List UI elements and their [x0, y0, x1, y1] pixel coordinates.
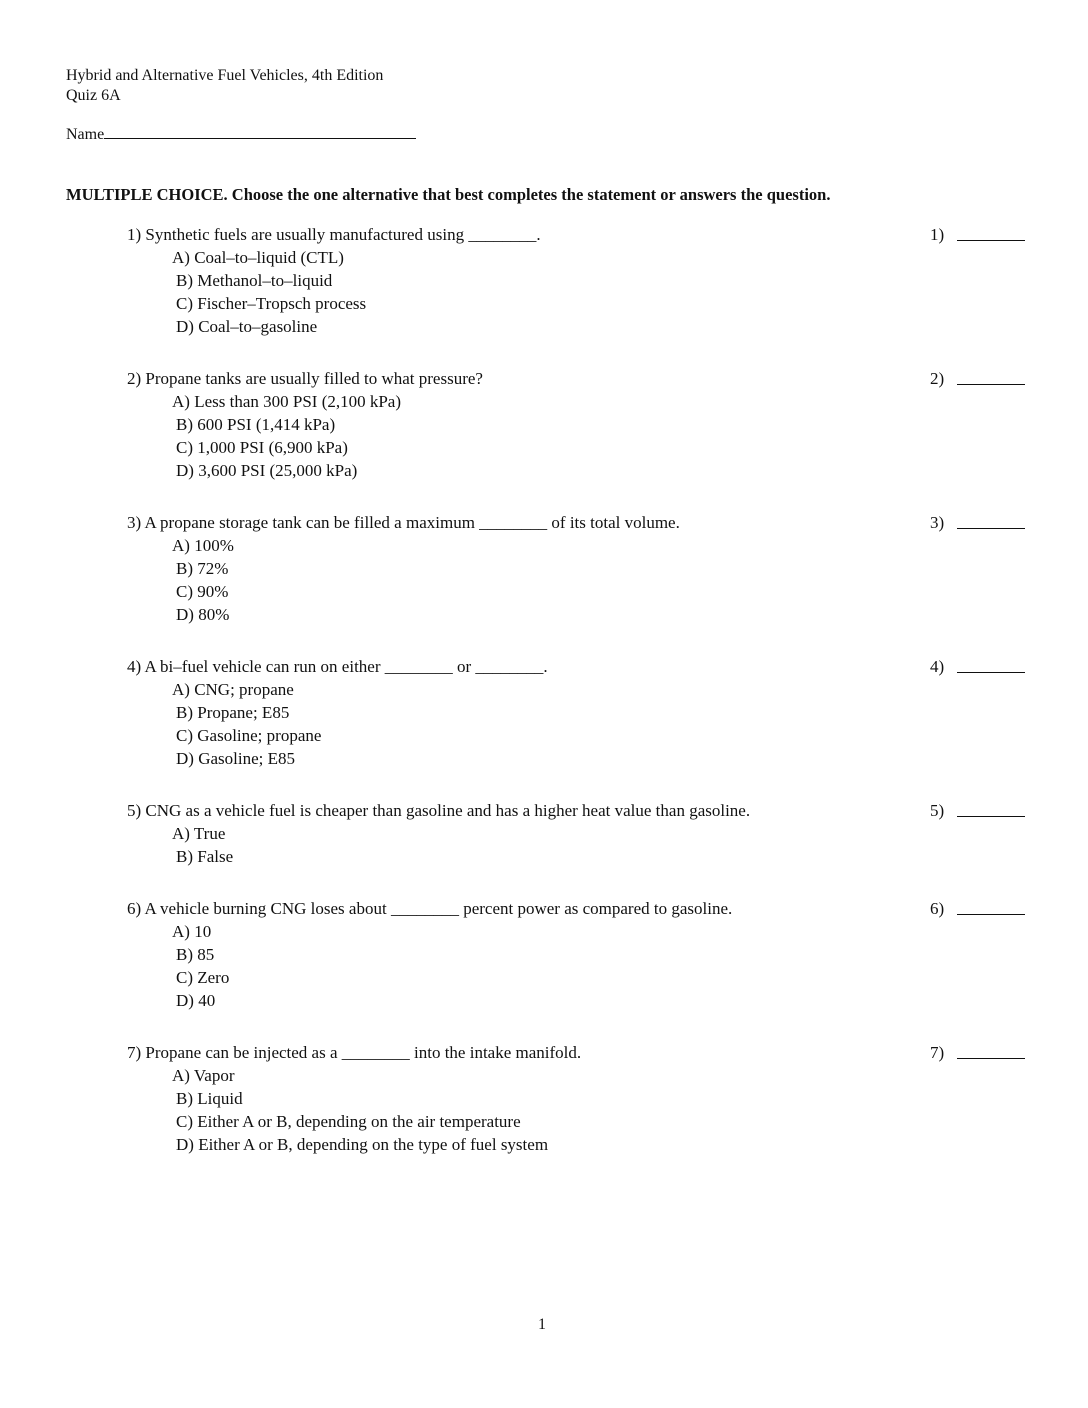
question-3	[127, 511, 1027, 626]
question-4	[127, 655, 1027, 770]
name-field[interactable]	[66, 124, 416, 145]
name-blank[interactable]	[104, 124, 416, 139]
instructions: MULTIPLE CHOICE. Choose the one alternative that best completes the statement or answers the question.	[66, 185, 831, 204]
question-6	[127, 897, 1027, 1012]
answer-blank[interactable]	[957, 528, 1025, 529]
answer-option[interactable]: C) Gasoline; propane	[176, 726, 322, 745]
answer-number: 2)	[930, 369, 945, 388]
question-text: 3) A propane storage tank can be filled a maximum ________ of its total volume.	[127, 513, 680, 532]
question-text: 7) Propane can be injected as a ________ into the intake manifold.	[127, 1043, 582, 1062]
answer-number: 1)	[930, 225, 945, 244]
answer-option[interactable]: A) 10	[172, 922, 212, 941]
answer-option[interactable]: A) Vapor	[172, 1066, 235, 1085]
question-text: 2) Propane tanks are usually filled to what pressure?	[127, 369, 483, 388]
answer-option[interactable]: D) 3,600 PSI (25,000 kPa)	[176, 461, 358, 480]
answer-blank[interactable]	[957, 672, 1025, 673]
answer-option[interactable]: B) 72%	[176, 559, 229, 578]
answer-option[interactable]: D) Gasoline; E85	[176, 749, 295, 768]
answer-blank[interactable]	[957, 384, 1025, 385]
answer-option[interactable]: C) Zero	[176, 968, 230, 987]
answer-option[interactable]: B) 600 PSI (1,414 kPa)	[176, 415, 336, 434]
question-text: 4) A bi–fuel vehicle can run on either ________ or ________.	[127, 657, 548, 676]
answer-option[interactable]: B) Methanol–to–liquid	[176, 271, 333, 290]
answer-option[interactable]: B) Liquid	[176, 1089, 243, 1108]
document-title: Hybrid and Alternative Fuel Vehicles, 4th Edition	[66, 67, 384, 84]
answer-number: 5)	[930, 801, 945, 820]
question-text: 1) Synthetic fuels are usually manufactured using ________.	[127, 225, 541, 244]
answer-option[interactable]: C) Fischer–Tropsch process	[176, 294, 367, 313]
answer-option[interactable]: D) Either A or B, depending on the type of fuel system	[176, 1135, 549, 1154]
answer-option[interactable]: A) Less than 300 PSI (2,100 kPa)	[172, 392, 402, 411]
answer-option[interactable]: B) Propane; E85	[176, 703, 290, 722]
answer-number: 3)	[930, 513, 945, 532]
answer-number: 4)	[930, 657, 945, 676]
answer-option[interactable]: A) CNG; propane	[172, 680, 294, 699]
answer-option[interactable]: B) 85	[176, 945, 215, 964]
question-text: 6) A vehicle burning CNG loses about ________ percent power as compared to gasoline.	[127, 899, 733, 918]
answer-option[interactable]: A) 100%	[172, 536, 234, 555]
question-2	[127, 367, 1027, 482]
answer-option[interactable]: D) Coal–to–gasoline	[176, 317, 318, 336]
answer-option[interactable]: C) 90%	[176, 582, 229, 601]
answer-option[interactable]: C) 1,000 PSI (6,900 kPa)	[176, 438, 348, 457]
answer-blank[interactable]	[957, 816, 1025, 817]
answer-option[interactable]: C) Either A or B, depending on the air temperature	[176, 1112, 521, 1131]
answer-option[interactable]: D) 40	[176, 991, 216, 1010]
answer-option[interactable]: A) True	[172, 824, 226, 843]
question-7	[127, 1041, 1027, 1156]
answer-option[interactable]: D) 80%	[176, 605, 230, 624]
quiz-label: Quiz 6A	[66, 87, 121, 104]
answer-number: 7)	[930, 1043, 945, 1062]
answer-option[interactable]: B) False	[176, 847, 234, 866]
name-label: Name	[66, 126, 105, 143]
answer-blank[interactable]	[957, 240, 1025, 241]
question-1	[127, 223, 1027, 338]
answer-blank[interactable]	[957, 914, 1025, 915]
question-5	[127, 799, 1027, 868]
answer-option[interactable]: A) Coal–to–liquid (CTL)	[172, 248, 344, 267]
question-text: 5) CNG as a vehicle fuel is cheaper than gasoline and has a higher heat value than gasoline.	[127, 801, 751, 820]
answer-number: 6)	[930, 899, 945, 918]
answer-blank[interactable]	[957, 1058, 1025, 1059]
page-number: 1	[538, 1316, 546, 1333]
